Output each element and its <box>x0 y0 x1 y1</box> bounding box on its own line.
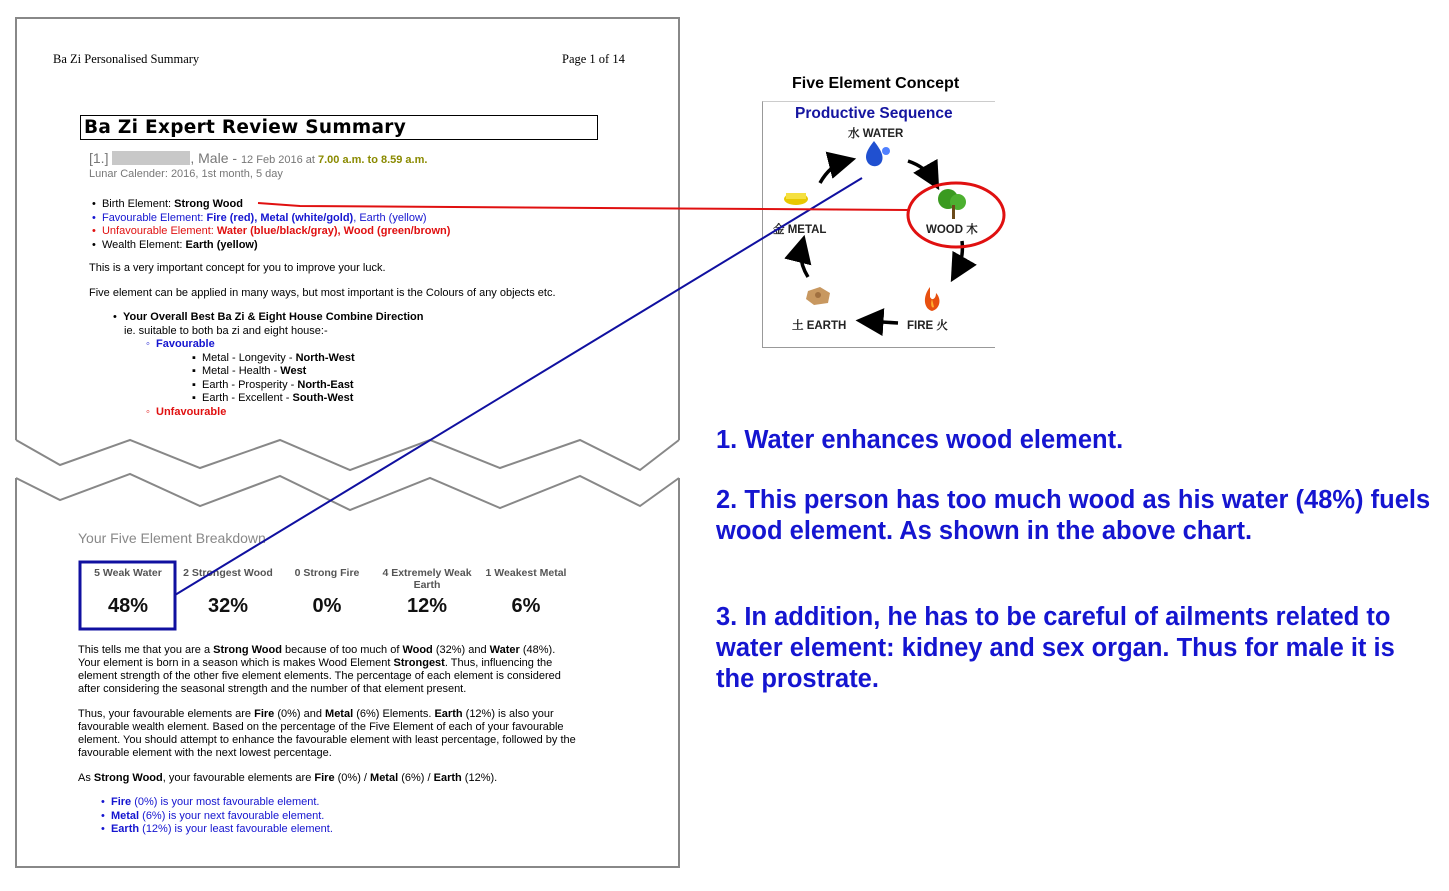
list-item: ▪ Earth - Prosperity - North-East <box>192 378 354 391</box>
wood-connector-line <box>258 203 908 210</box>
label-metal: 金 METAL <box>773 224 827 236</box>
doc-header-left: Ba Zi Personalised Summary <box>53 52 200 66</box>
breakdown-title: Your Five Element Breakdown <box>78 530 266 546</box>
label-fire: FIRE 火 <box>907 320 948 332</box>
direction-heading: Your Overall Best Ba Zi & Eight House Combine Direction <box>122 311 424 323</box>
subject-index: [1.] <box>89 150 109 166</box>
annotation-3: 3. In addition, he has to be careful of ailments related to water element: kidney and sex organ. Thus for male it is the prostrate. <box>716 603 1395 693</box>
annotation-2: 2. This person has too much wood as his water (48%) fuels wood element. As shown in the above chart. <box>716 486 1431 545</box>
diagram-title: Five Element Concept <box>792 75 960 92</box>
list-item: ▪ Metal - Longevity - North-West <box>192 351 355 364</box>
breakdown-cell-earth: 4 Extremely Weak Earth 12% <box>382 567 472 617</box>
list-item: • Favourable Element: Fire (red), Metal (white/gold), Earth (yellow) <box>92 211 427 224</box>
label-water: 水 WATER <box>848 128 904 140</box>
subject-time: 7.00 a.m. to 8.59 a.m. <box>318 154 428 166</box>
para-5: As Strong Wood, your favourable elements are Fire (0%) / Metal (6%) / Earth (12%). <box>78 772 498 784</box>
subject-gender: , Male - <box>190 150 241 166</box>
para-1: This is a very important concept for you to improve your luck. <box>89 262 386 274</box>
diagram-subtitle: Productive Sequence <box>795 105 953 122</box>
para-3: This tells me that you are a Strong Wood because of too much of Wood (32%) and Water (48%). Your element is born in a season which is makes Wood Element Strongest. Thus, influencing the element strength of the other five element elements. The percentage of each element is considered after considering the seasonal strength and the number of that element present. <box>78 644 561 695</box>
breakdown-cell-metal: 1 Weakest Metal 6% <box>485 567 567 617</box>
favourable-heading: ◦ Favourable <box>146 338 215 350</box>
direction-sub: ie. suitable to both ba zi and eight house:- <box>124 324 328 337</box>
list-item: ▪ Metal - Health - West <box>192 365 307 377</box>
annotation-1: 1. Water enhances wood element. <box>716 426 1124 454</box>
list-item: • Birth Element: Strong Wood <box>92 198 243 210</box>
direction-section: • Your Overall Best Ba Zi & Eight House Combine Direction ie. suitable to both ba zi and eight house:- ◦ Favourable ▪ Metal - Longevity - North-West ▪ Metal - Health - West ▪ Earth - Prosperity - North-East ▪ Earth - Excellent - South-West ◦ Unfavourable <box>113 311 424 418</box>
subject-date: 12 Feb 2016 at <box>240 154 318 166</box>
list-item: • Unfavourable Element: Water (blue/black/gray), Wood (green/brown) <box>92 225 451 237</box>
para-2: Five element can be applied in many ways, but most important is the Colours of any objects etc. <box>89 287 556 299</box>
breakdown-cell-fire: 0 Strong Fire 0% <box>294 567 360 617</box>
list-item: • Metal (6%) is your next favourable element. <box>101 809 325 822</box>
label-earth: 土 EARTH <box>792 320 847 332</box>
lunar-line: Lunar Calender: 2016, 1st month, 5 day <box>89 168 283 180</box>
para-4: Thus, your favourable elements are Fire (0%) and Metal (6%) Elements. Earth (12%) is also your favourable wealth element. Based on the percentage of the Five Element of each of your favourable element. You should attempt to enhance the favourable element with least percentage, followed by the favourable element with the next lowest percentage. <box>78 708 576 759</box>
breakdown-cell-water: 5 Weak Water 48% <box>94 567 162 617</box>
wood-highlight-circle <box>908 183 1004 247</box>
doc-header-right: Page 1 of 14 <box>562 52 625 66</box>
doc-title: Ba Zi Expert Review Summary <box>84 117 407 138</box>
list-item: • Fire (0%) is your most favourable element. <box>101 796 320 808</box>
water-highlight-box <box>80 562 175 629</box>
list-item: • Wealth Element: Earth (yellow) <box>92 238 258 251</box>
label-wood: WOOD 木 <box>926 224 978 236</box>
list-item: • Earth (12%) is your least favourable element. <box>101 823 333 835</box>
unfavourable-heading: ◦ Unfavourable <box>146 405 227 418</box>
list-item: ▪ Earth - Excellent - South-West <box>192 392 354 404</box>
breakdown-cell-wood: 2 Strongest Wood 32% <box>183 567 273 617</box>
